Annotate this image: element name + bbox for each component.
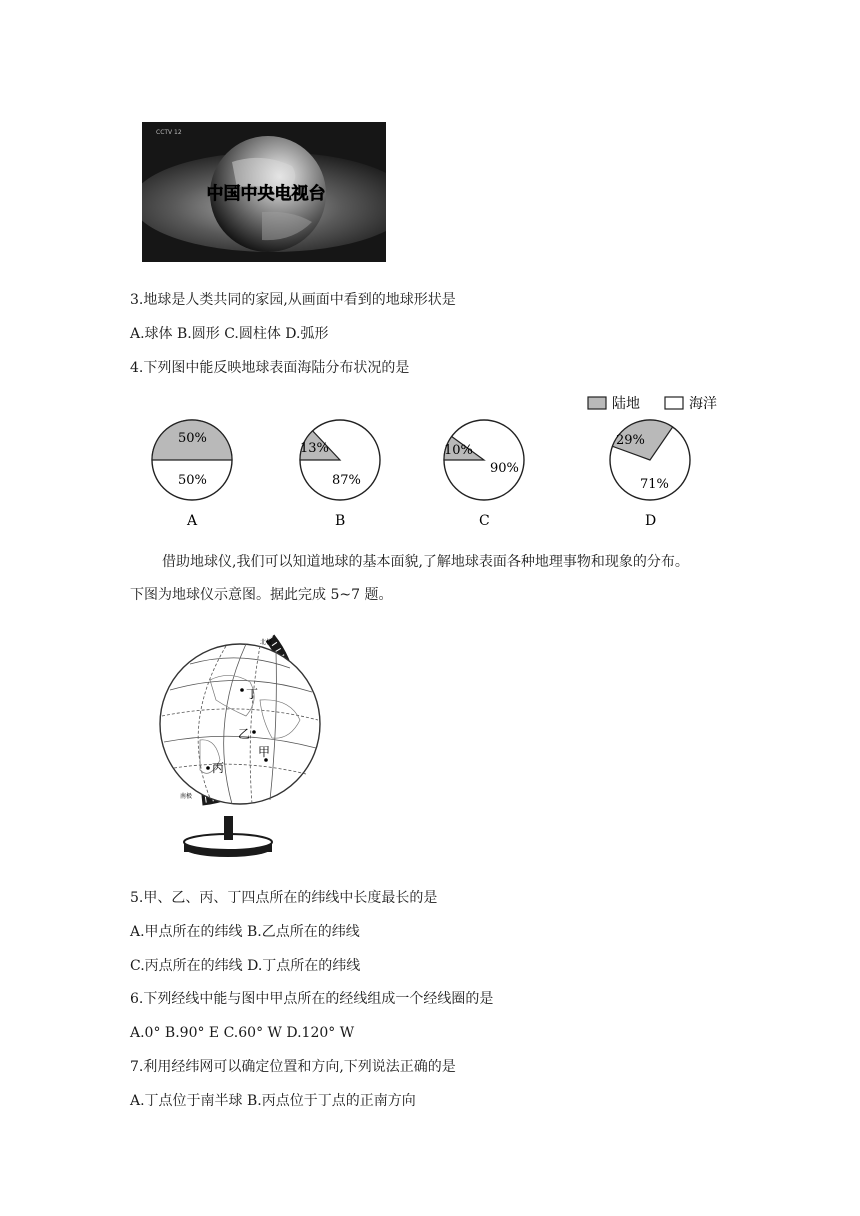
intro-line-2: 下图为地球仪示意图。据此完成 5~7 题。 <box>130 587 393 603</box>
pie-b <box>300 420 380 529</box>
globe-diagram <box>150 620 360 870</box>
legend-land-label: 陆地 <box>612 396 640 412</box>
q4-stem: 4.下列图中能反映地球表面海陆分布状况的是 <box>130 360 410 376</box>
q5-options-row2: C.丙点所在的纬线 D.丁点所在的纬线 <box>130 958 361 974</box>
q7-stem: 7.利用经纬网可以确定位置和方向,下列说法正确的是 <box>130 1059 456 1075</box>
legend-ocean-swatch <box>665 397 683 409</box>
label-ding: 丁 <box>246 687 259 701</box>
label-jia: 甲 <box>258 745 271 759</box>
land-ocean-pie-charts <box>130 388 730 538</box>
point-bing <box>206 766 210 770</box>
legend-ocean-label: 海洋 <box>689 396 717 412</box>
q5-options-row1: A.甲点所在的纬线 B.乙点所在的纬线 <box>130 924 360 940</box>
pie-option-label: D <box>645 513 657 529</box>
cctv-earth-image <box>142 122 386 262</box>
pie-ocean-label: 50% <box>178 473 207 488</box>
legend-land-swatch <box>588 397 606 409</box>
label-bing: 丙 <box>212 761 225 775</box>
legend <box>588 395 717 412</box>
pie-ocean-label: 87% <box>332 473 361 488</box>
label-yi: 乙 <box>238 727 251 741</box>
point-yi <box>252 730 256 734</box>
pie-option-label: B <box>335 513 346 529</box>
pie-d <box>610 420 690 529</box>
pie-land-label: 13% <box>300 441 329 456</box>
pie-ocean-label: 71% <box>640 477 669 492</box>
intro-line-1: 借助地球仪,我们可以知道地球的基本面貌,了解地球表面各种地理事物和现象的分布。 <box>162 554 689 570</box>
q6-options: A.0° B.90° E C.60° W D.120° W <box>130 1025 355 1041</box>
south-pole-label: 南极 <box>180 793 193 800</box>
q7-options-row1: A.丁点位于南半球 B.丙点位于丁点的正南方向 <box>130 1093 416 1109</box>
pie-land-label: 50% <box>178 431 207 446</box>
pie-option-label: C <box>479 513 490 529</box>
q5-stem: 5.甲、乙、丙、丁四点所在的纬线中长度最长的是 <box>130 890 438 906</box>
globe-sphere <box>160 644 320 804</box>
north-pole-label: 北极 <box>260 639 273 646</box>
pie-option-label: A <box>187 513 198 529</box>
tv-caption: 中国中央电视台 <box>206 184 326 204</box>
q6-stem: 6.下列经线中能与图中甲点所在的经线组成一个经线圈的是 <box>130 991 494 1007</box>
channel-logo: CCTV 12 <box>156 129 182 136</box>
q3-options: A.球体 B.圆形 C.圆柱体 D.弧形 <box>130 326 329 342</box>
pie-a <box>152 420 232 529</box>
q3-stem: 3.地球是人类共同的家园,从画面中看到的地球形状是 <box>130 292 456 308</box>
pie-c <box>444 420 524 529</box>
pie-land-label: 29% <box>616 433 645 448</box>
globe-stand <box>224 816 233 840</box>
pie-land-label: 10% <box>444 443 473 458</box>
pie-ocean-label: 90% <box>490 461 519 476</box>
point-ding <box>240 688 244 692</box>
